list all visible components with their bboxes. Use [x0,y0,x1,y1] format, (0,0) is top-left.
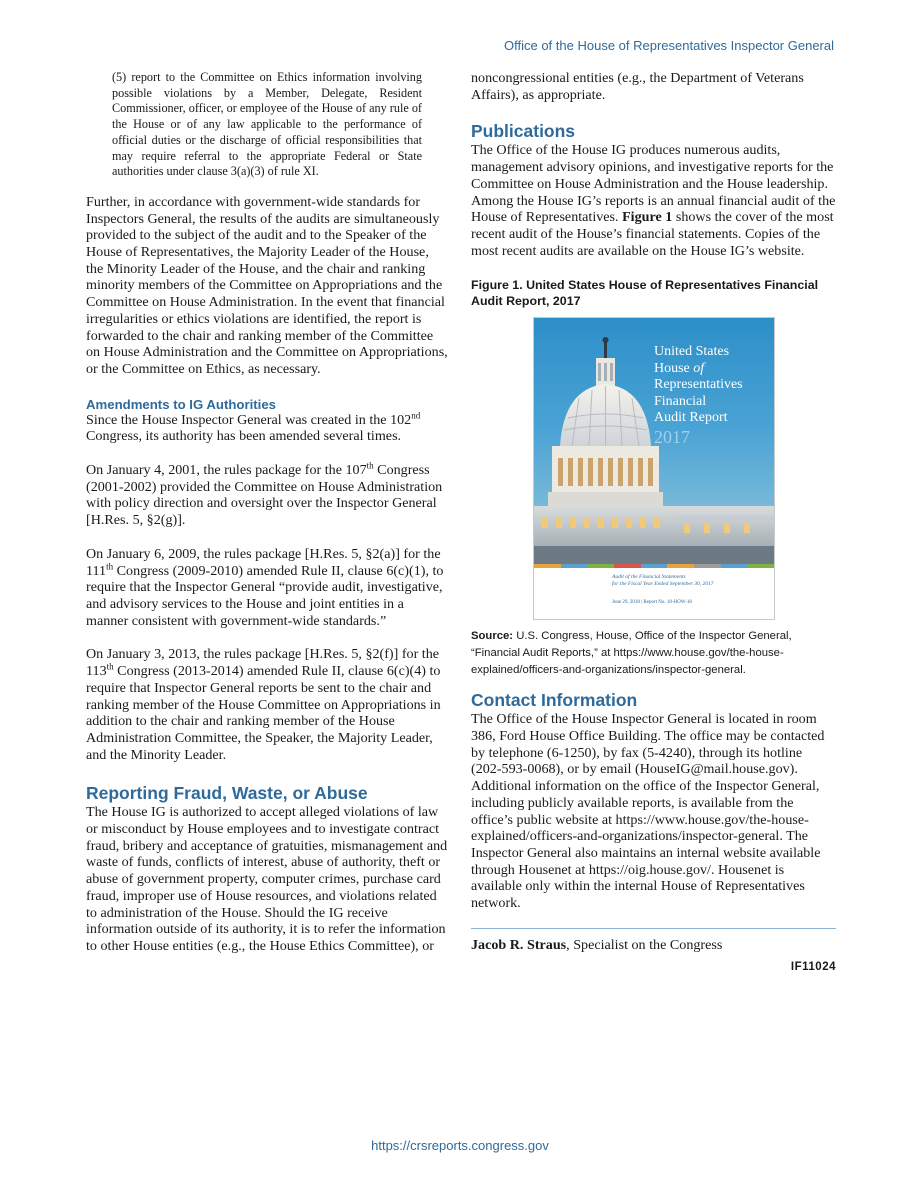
figure-source: Source: U.S. Congress, House, Office of the Inspector General, “Financial Audit Reports,” at https://www.house.gov/the-house-explained/officers-and-organizations/inspector-general. [471,630,792,677]
report-cover-figure [533,317,775,620]
strip-segment [561,564,588,568]
cover-color-strip [534,564,774,568]
amend-paragraph-4: On January 3, 2013, the rules package [H.Res. 5, §2(f)] for the 113th Congress (2013-2014) amended Rule II, clause 6(c)(4) to require that Inspector General reports be sent to the chair and ranking member of the House Committee on Appropriations in addition to the chair and ranking member of the House Administration Committee, the Speaker, the Majority Leader, and the Minority Leader. [86,646,441,763]
amend-paragraph-2: On January 4, 2001, the rules package for the 107th Congress (2001-2002) provided the Committee on House Administration with policy direction and oversight over the Inspector General [H.Res. 5, §2(g)]. [86,460,443,529]
cover-title: United States House of Representatives Financial Audit Report 2017 [654,344,772,447]
contact-paragraph: The Office of the House Inspector General is located in room 386, Ford House Office Building. The office may be contacted by telephone (6-1250), by fax (5-4240), through its hotline (202-593-0068), or by email (HouseIG@mail.house.gov). Additional information on the office of the Inspector General, including publicly available reports, is available from the office’s public website at https://www.house.gov/the-house-explained/officers-and-organizations/inspector-general. The Inspector General also maintains an internal website available through Housenet at https://oig.house.gov/. Housenet is available only within the internal House of Representatives network. [471,711,825,912]
publications-paragraph: The Office of the House IG produces numerous audits, management advisory opinions, and investigative reports for the Committee on House Administration and the House leadership. Among the House IG’s reports is an annual financial audit of the House of Representatives. Figure 1 shows the cover of the most recent audit of the House’s financial statements. Copies of the most recent audits are available on the House IG’s website. [471,142,836,259]
right-column [471,70,836,973]
continued-paragraph: noncongressional entities (e.g., the Department of Veterans Affairs), as appropriate. [471,70,804,103]
strip-segment [641,564,668,568]
strip-segment [587,564,614,568]
strip-segment [694,564,721,568]
running-header: Office of the House of Representatives Inspector General [504,38,834,53]
further-paragraph: Further, in accordance with government-wide standards for Inspectors General, the results of the audits are simultaneously provided to the subject of the audit and to the Speaker of the House of Representatives, the Majority Leader of the House, the Minority Leader of the House, and the chair and ranking minority members of the Committee on Appropriations and the Committee on House Administration. In the event that financial irregularities or ethics violations are identified, the report is forwarded to the chair and ranking member of the Committee on House Administration and the Committee on Appropriations, or the Committee on Ethics, as necessary. [86,193,448,377]
report-id: IF11024 [790,961,836,974]
figure-caption: Figure 1. United States House of Representatives Financial Audit Report, 2017 [471,278,819,309]
fraud-heading: Reporting Fraud, Waste, or Abuse [86,783,368,804]
cover-year: 2017 [654,426,690,447]
strip-segment [614,564,641,568]
rule-quote: (5) report to the Committee on Ethics information involving possible violations by a Member, Delegate, Resident Commissioner, officer, or employee of the House of any rule of the House or of any law applicable to the performance of official duties or the discharge of official responsibilities that may require referral to the appropriate Federal or State authorities under clause 3(a)(3) of rule XI. [112,70,422,179]
author-divider [471,928,836,929]
fraud-paragraph: The House IG is authorized to accept alleged violations of law or misconduct by House employees and to investigate contract fraud, bribery and acceptance of gratuities, mismanagement and waste of funds, conflicts of interest, abuse of authority, theft or abuse of government property, computer crimes, purchase card fraud, improper use of House resources, and violations related to administration of the House. Should the IG receive information outside of its authority, it is to refer the information to other House entities (e.g., the House Ethics Committee), or [86,804,448,954]
strip-segment [747,564,774,568]
figure-reference: Figure 1 [622,209,673,226]
strip-segment [667,564,694,568]
strip-segment [534,564,561,568]
cover-image [534,318,774,566]
publications-heading: Publications [471,121,576,142]
amend-paragraph-1: Since the House Inspector General was created in the 102nd Congress, its authority has been amended several times. [86,409,421,445]
amendments-heading: Amendments to IG Authorities [86,396,277,412]
author-line: Jacob R. Straus, Specialist on the Congress [471,936,723,953]
left-column [86,70,448,955]
cover-date: June 29, 2018 | Report No. 18-HOW-18 [612,600,692,606]
amend-paragraph-3: On January 6, 2009, the rules package [H.Res. 5, §2(a)] for the 111th Congress (2009-2010) amended Rule II, clause 6(c)(1), to require that the Inspector General “provide audit, investigative, and advisory services to the House and joint entities in a manner consistent with government-wide standards.” [86,545,444,629]
cover-subtitle: Audit of the Financial Statements for the Fiscal Year Ended September 30, 2017 [612,574,714,588]
footer-url[interactable]: https://crsreports.congress.gov [371,1138,549,1153]
strip-segment [721,564,748,568]
contact-heading: Contact Information [471,690,638,711]
